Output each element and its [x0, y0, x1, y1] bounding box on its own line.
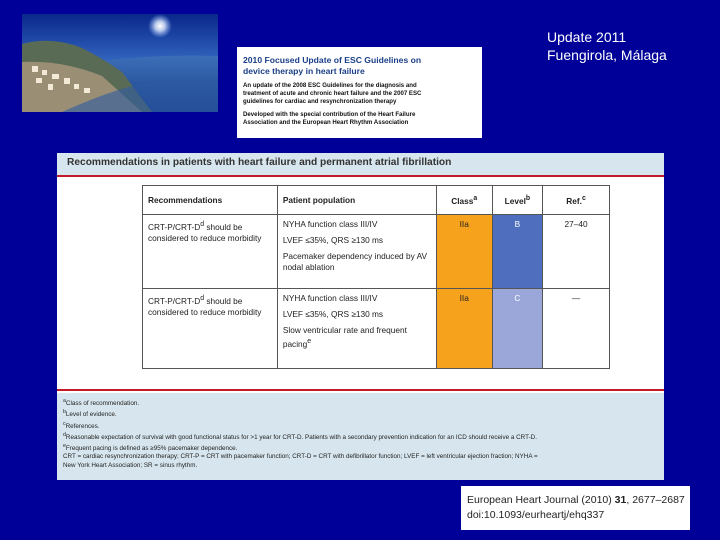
- citation-doi: doi:10.1093/eurheartj/ehq337: [467, 509, 605, 521]
- ref-cell: 27–40: [543, 215, 610, 289]
- recommendations-title: Recommendations in patients with heart failure and permanent atrial fibrillation: [67, 157, 452, 168]
- population-line: NYHA function class III/IV: [282, 293, 378, 303]
- footnote-b: $^b$Level of evidence.: [63, 409, 117, 419]
- column-header-level: Level$^b$: [492, 186, 542, 215]
- footnote-d: $^d$Reasonable expectation of survival with good functional status for >1 year for CRT-D. Patients with a secondary prevention indication for an ICD should receive a CRT-D.: [63, 431, 537, 441]
- paper-title-card: [237, 47, 482, 138]
- table-header-row: [143, 186, 610, 215]
- class-cell: IIa: [436, 215, 492, 289]
- paper-title-line-1: 2010 Focused Update of ESC Guidelines on: [243, 55, 422, 65]
- footnote-c: $^c$References.: [63, 420, 100, 430]
- table-row: [143, 289, 610, 369]
- population-line: Pacemaker dependency induced by AV nodal ablation: [282, 251, 428, 272]
- recommendation-cell: CRT-$P/CRT-D^d$ should be considered to reduce morbidity: [143, 289, 278, 369]
- footnote-e: $^e$Frequent pacing is defined as ≥95% pacemaker dependence.: [63, 443, 238, 453]
- population-line: LVEF ≤35%, QRS ≥130 ms: [282, 309, 384, 319]
- class-cell: IIa: [436, 289, 492, 369]
- citation-journal: European Heart Journal (2010) 31, 2677–2687: [467, 494, 685, 506]
- paper-contrib-line-2: Association and the European Heart Rhythm Association: [243, 119, 409, 126]
- abbreviations-line-1: CRT = cardiac resynchronization therapy; CRT-P = CRT with pacemaker function; CRT-D = CRT with defibrillator function; LVEF = left ventricular ejection fraction; NYHA =: [63, 453, 538, 461]
- coastal-town-photo: [22, 14, 218, 112]
- paper-desc-line-1: An update of the 2008 ESC Guidelines for the diagnosis and: [243, 82, 417, 89]
- population-cell: [277, 289, 436, 369]
- paper-contrib-line-1: Developed with the special contribution of the Heart Failure: [243, 111, 416, 118]
- update-line-1: Update 2011: [547, 29, 627, 45]
- paper-title-line-2: device therapy in heart failure: [243, 66, 365, 76]
- column-header-recommendations: Recommendations: [143, 186, 278, 215]
- paper-description: [243, 82, 476, 106]
- update-title: [547, 28, 667, 64]
- citation-card: [461, 486, 690, 530]
- update-line-2: Fuengirola, Málaga: [547, 47, 667, 63]
- paper-desc-line-2: treatment of acute and chronic heart failure and the 2007 ESC: [243, 90, 422, 97]
- footnote-a: $^a$Class of recommendation.: [63, 398, 140, 408]
- column-header-ref: Ref.$^c$: [543, 186, 610, 215]
- paper-title: [243, 55, 476, 77]
- recommendation-cell: CRT-$P/CRT-D^d$ should be considered to reduce morbidity: [143, 215, 278, 289]
- ref-cell: —: [543, 289, 610, 369]
- level-cell: C: [492, 289, 542, 369]
- population-line: NYHA function class III/IV: [282, 219, 378, 229]
- population-cell: [277, 215, 436, 289]
- level-cell: B: [492, 215, 542, 289]
- population-line: Slow ventricular rate and frequent pacing$^e$: [282, 325, 407, 349]
- recommendations-panel: [57, 153, 664, 480]
- paper-desc-line-3: guidelines for cardiac and resynchronization therapy: [243, 98, 397, 105]
- footnotes: [57, 393, 664, 480]
- column-header-class: Class$^a$: [436, 186, 492, 215]
- red-divider: [57, 389, 664, 391]
- recommendations-header: [57, 153, 664, 177]
- population-line: LVEF ≤35%, QRS ≥130 ms: [282, 235, 384, 245]
- abbreviations-line-2: New York Heart Association; SR = sinus rhythm.: [63, 461, 198, 469]
- column-header-population: Patient population: [277, 186, 436, 215]
- coastal-town-illustration: [22, 14, 218, 112]
- table-row: [143, 215, 610, 289]
- paper-contribution: [243, 111, 476, 127]
- recommendations-table: [142, 185, 610, 369]
